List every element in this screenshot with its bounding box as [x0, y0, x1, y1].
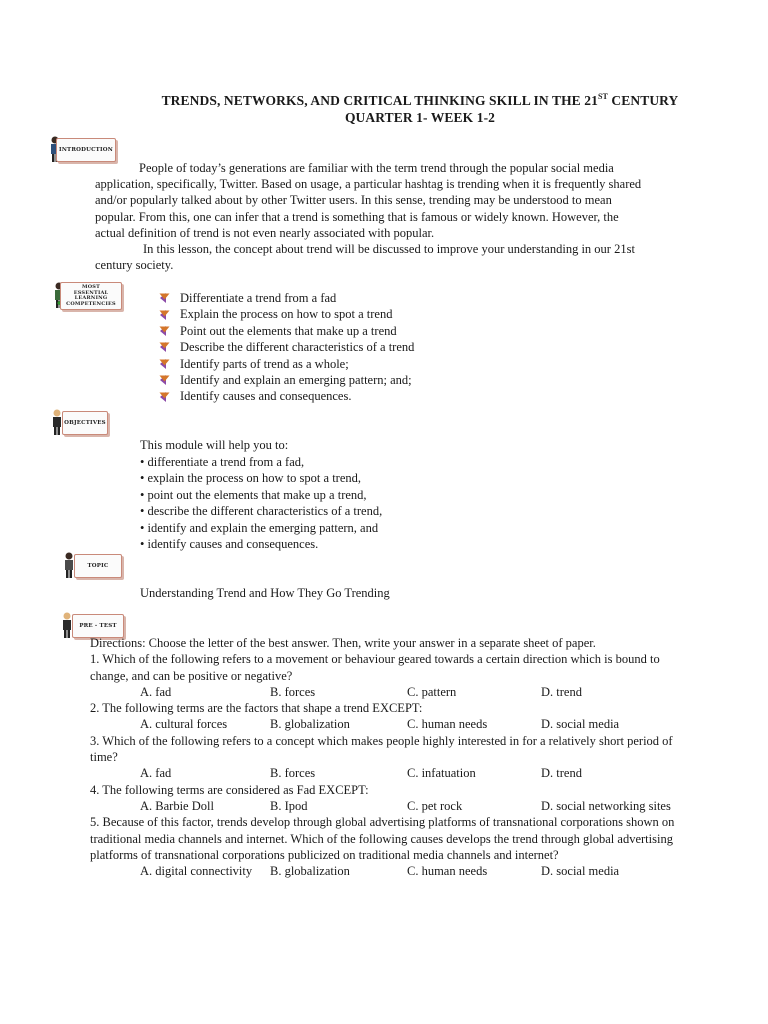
option-b: B. globalization [270, 864, 350, 879]
list-item: Explain the process on how to spot a trend [158, 306, 414, 322]
option-a: A. digital connectivity [140, 864, 253, 879]
question-text: traditional media channels and internet. Which of the following causes develops the trend through global advertising [90, 831, 673, 846]
list-item: • describe the different characteristics of a trend, [140, 504, 383, 518]
option-b: B. Ipod [270, 798, 308, 813]
list-item: Identify parts of trend as a whole; [158, 356, 414, 372]
option-c: C. infatuation [407, 766, 476, 781]
question-5 [90, 814, 740, 879]
question-text: 5. Because of this factor, trends develop through global advertising platforms of transnational corporations shown on [90, 815, 675, 830]
competencies-badge-label: MOST ESSENTIAL LEARNING COMPETENCIES [60, 282, 122, 310]
option-a: A. Barbie Doll [140, 798, 214, 813]
objectives-badge-label: OBJECTIVES [62, 411, 108, 435]
introduction-badge-label: INTRODUCTION [56, 138, 116, 162]
question-text: 1. Which of the following refers to a movement or behaviour geared towards a certain direction which is bound to [90, 652, 660, 667]
answer-options [90, 765, 740, 781]
question-text: 3. Which of the following refers to a concept which makes people highly interested in for a relatively short period of [90, 733, 673, 748]
intro-line-5: actual definition of trend is not even nearly associated with popular. [95, 225, 435, 240]
intro-line-4: popular. From this, one can infer that a trend is something that is famous or widely known. However, the [95, 209, 619, 224]
list-item: • differentiate a trend from a fad, [140, 454, 305, 469]
list-item: • point out the elements that make up a trend, [140, 487, 367, 502]
option-b: B. forces [270, 766, 316, 781]
pretest-badge-label: PRE - TEST [72, 614, 124, 638]
question-4 [90, 782, 740, 815]
question-2 [90, 700, 740, 733]
answer-options [90, 716, 740, 732]
question-text: platforms of transnational corporations publicized on traditional media channels and internet? [90, 847, 559, 862]
option-d: D. trend [541, 766, 582, 781]
document-title: TRENDS, NETWORKS, AND CRITICAL THINKING SKILL IN THE 21ST CENTURY [161, 92, 679, 108]
answer-options [90, 684, 740, 700]
intro-line-3: and/or popularly talked about by other Twitter users. In this sense, trending may be understood to mean [95, 193, 612, 208]
option-d: D. social networking sites [541, 798, 671, 813]
option-b: B. globalization [270, 717, 350, 732]
list-item: Describe the different characteristics of a trend [158, 339, 414, 355]
option-a: A. cultural forces [140, 717, 228, 732]
option-a: A. fad [140, 684, 172, 699]
answer-options [90, 863, 740, 879]
intro-line-7: century society. [95, 258, 174, 273]
arrow-bullet-icon [158, 292, 180, 304]
intro-line-2: application, specifically, Twitter. Based on usage, a particular hashtag is trending when it is frequently shared [95, 177, 642, 192]
question-text: change, and can be positive or negative? [90, 668, 293, 683]
list-item: Point out the elements that make up a trend [158, 323, 414, 339]
topic-title: Understanding Trend and How They Go Trending [140, 586, 390, 600]
option-d: D. trend [541, 684, 582, 699]
objectives-intro: This module will help you to: [140, 438, 289, 452]
list-item: • identify and explain the emerging pattern, and [140, 520, 379, 535]
introduction-text [95, 160, 745, 273]
list-item: • explain the process on how to spot a trend, [140, 471, 361, 485]
arrow-bullet-icon [158, 374, 180, 386]
option-c: C. human needs [407, 717, 488, 732]
list-item: • identify causes and consequences. [140, 537, 319, 551]
arrow-bullet-icon [158, 358, 180, 370]
arrow-bullet-icon [158, 325, 180, 337]
option-a: A. fad [140, 766, 172, 781]
objectives-text [140, 437, 382, 553]
question-text: 2. The following terms are the factors that shape a trend EXCEPT: [90, 701, 423, 716]
document-subtitle: QUARTER 1- WEEK 1-2 [344, 110, 496, 125]
list-item: Identify and explain an emerging pattern; and; [158, 372, 414, 388]
answer-options [90, 798, 740, 814]
competencies-badge [56, 281, 122, 311]
list-item: Identify causes and consequences. [158, 388, 414, 404]
arrow-bullet-icon [158, 391, 180, 403]
option-c: C. human needs [407, 864, 488, 879]
pretest-section [90, 635, 740, 879]
list-item: Differentiate a trend from a fad [158, 290, 414, 306]
option-d: D. social media [541, 717, 620, 732]
option-b: B. forces [270, 684, 316, 699]
option-c: C. pattern [407, 684, 457, 699]
option-d: D. social media [541, 864, 620, 879]
pretest-directions: Directions: Choose the letter of the best answer. Then, write your answer in a separate sheet of paper. [90, 636, 596, 650]
option-c: C. pet rock [407, 798, 463, 813]
arrow-bullet-icon [158, 309, 180, 321]
arrow-bullet-icon [158, 341, 180, 353]
objectives-badge [54, 410, 108, 436]
question-text: time? [90, 750, 118, 765]
question-text: 4. The following terms are considered as Fad EXCEPT: [90, 782, 369, 797]
intro-line-6: In this lesson, the concept about trend will be discussed to improve your understanding in our 21st [143, 242, 635, 257]
competencies-list [158, 290, 414, 405]
topic-badge-label: TOPIC [74, 554, 122, 578]
intro-line-1: People of today’s generations are familiar with the term trend through the popular social media [139, 161, 614, 175]
question-3 [90, 733, 740, 782]
question-1 [90, 651, 740, 700]
topic-badge [66, 553, 122, 579]
